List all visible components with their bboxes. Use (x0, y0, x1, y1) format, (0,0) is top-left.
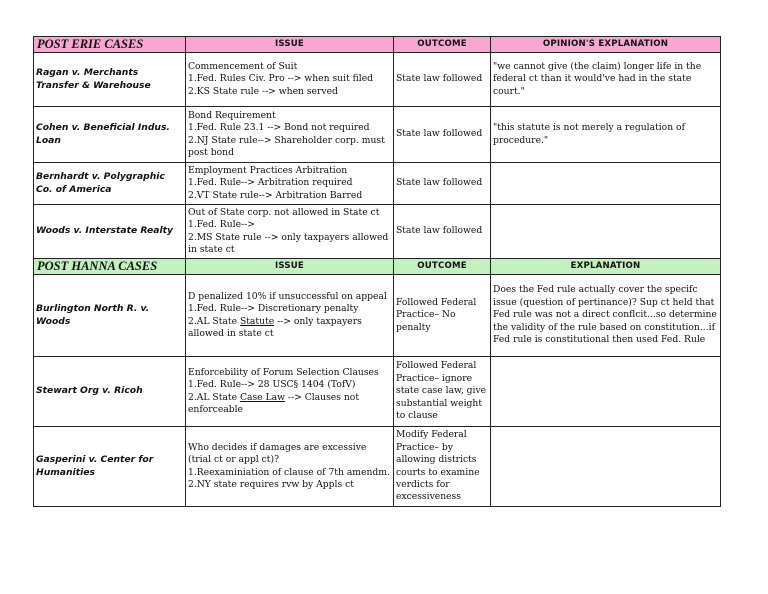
outcome-cell: State law followed (394, 163, 491, 205)
issue-line: Who decides if damages are excessive (trial ct or appl ct)? (188, 441, 367, 466)
issue-text: --> only taxpayers allowed in state ct (188, 315, 362, 339)
explanation-cell (491, 163, 721, 205)
issue-line: 1.Reexaminiation of clause of 7th amendm. (188, 466, 390, 478)
case-name: Gasperini v. Center for Humanities (34, 427, 186, 507)
post-erie-title: POST ERIE CASES (34, 37, 186, 53)
issue-column-header: ISSUE (186, 259, 394, 275)
table-row (34, 107, 721, 163)
table-row (34, 357, 721, 427)
issue-cell (186, 357, 394, 427)
issue-line: Bond Requirement (188, 109, 276, 121)
explanation-cell: "we cannot give (the claim) longer life in the federal ct than it would've had in the state court." (491, 53, 721, 107)
explanation-cell: "this statute is not merely a regulation of procedure." (491, 107, 721, 163)
case-name: Bernhardt v. Polygraphic Co. of America (34, 163, 186, 205)
table-row (34, 53, 721, 107)
table-row (34, 205, 721, 259)
issue-text: 2.AL State (188, 391, 240, 403)
issue-cell (186, 427, 394, 507)
case-table (33, 36, 721, 507)
issue-cell (186, 107, 394, 163)
issue-cell (186, 53, 394, 107)
opinion-explanation-column-header: OPINION'S EXPLANATION (491, 37, 721, 53)
issue-line: 2.NJ State rule--> Shareholder corp. must post bond (188, 134, 385, 158)
case-name: Ragan v. Merchants Transfer & Warehouse (34, 53, 186, 107)
issue-line: 2.KS State rule --> when served (188, 85, 338, 97)
explanation-column-header: EXPLANATION (491, 259, 721, 275)
issue-line (188, 392, 391, 417)
underlined-term: Statute (239, 315, 275, 327)
issue-line: 1.Fed. Rules Civ. Pro --> when suit filed (188, 73, 374, 85)
issue-text: 2.NY state requires rvw by Appls ct (188, 478, 354, 490)
explanation-cell (491, 357, 721, 427)
issue-line: Employment Practices Arbitration (188, 164, 348, 176)
issue-line: 1.Fed. Rule--> Arbitration required (188, 177, 353, 189)
issue-column-header: ISSUE (186, 37, 394, 53)
issue-cell (186, 205, 394, 259)
issue-text: --> Clauses not enforceable (188, 391, 360, 415)
issue-text: 2.AL State (188, 315, 240, 327)
underlined-term: Case Law (239, 391, 285, 403)
post-hanna-title: POST HANNA CASES (34, 259, 186, 275)
issue-line: 1.Fed. Rule 23.1 --> Bond not required (188, 122, 370, 134)
case-name: Burlington North R. v. Woods (34, 275, 186, 357)
case-name: Woods v. Interstate Realty (34, 205, 186, 259)
outcome-cell: Followed Federal Practice– ignore state case law, give substantial weight to clause (394, 357, 491, 427)
issue-line: 1.Fed. Rule--> 28 USC§ 1404 (TofV) (188, 379, 356, 391)
issue-line: Out of State corp. not allowed in State ct (188, 206, 380, 218)
outcome-cell: Followed Federal Practice– No penalty (394, 275, 491, 357)
outcome-column-header: OUTCOME (394, 259, 491, 275)
table-row (34, 427, 721, 507)
explanation-cell (491, 427, 721, 507)
issue-cell (186, 275, 394, 357)
case-name: Stewart Org v. Ricoh (34, 357, 186, 427)
issue-line: Enforcebility of Forum Selection Clauses (188, 366, 379, 378)
outcome-cell: Modify Federal Practice– by allowing districts courts to examine verdicts for excessiveness (394, 427, 491, 507)
post-erie-header-row (34, 37, 721, 53)
case-name: Cohen v. Beneficial Indus. Loan (34, 107, 186, 163)
issue-line: 2.VT State rule--> Arbitration Barred (188, 189, 363, 201)
issue-line: 1.Fed. Rule--> Discretionary penalty (188, 303, 359, 315)
issue-line: 2.MS State rule --> only taxpayers allowed in state ct (188, 231, 389, 255)
table-row (34, 275, 721, 357)
issue-cell (186, 163, 394, 205)
issue-line (188, 316, 391, 341)
issue-line: Commencement of Suit (188, 60, 298, 72)
issue-line (188, 479, 391, 491)
issue-line: D penalized 10% if unsuccessful on appeal (188, 290, 387, 302)
table-row (34, 163, 721, 205)
issue-line: 1.Fed. Rule--> (188, 219, 255, 231)
outcome-cell: State law followed (394, 53, 491, 107)
post-hanna-header-row (34, 259, 721, 275)
explanation-cell: Does the Fed rule actually cover the specifc issue (question of pertinance)? Sup ct held that Fed rule was not a direct conflcit...so determine the validity of the rule based on constitution...if Fed rule is constitutional then used Fed. Rule (491, 275, 721, 357)
explanation-cell (491, 205, 721, 259)
outcome-column-header: OUTCOME (394, 37, 491, 53)
outcome-cell: State law followed (394, 205, 491, 259)
outcome-cell: State law followed (394, 107, 491, 163)
